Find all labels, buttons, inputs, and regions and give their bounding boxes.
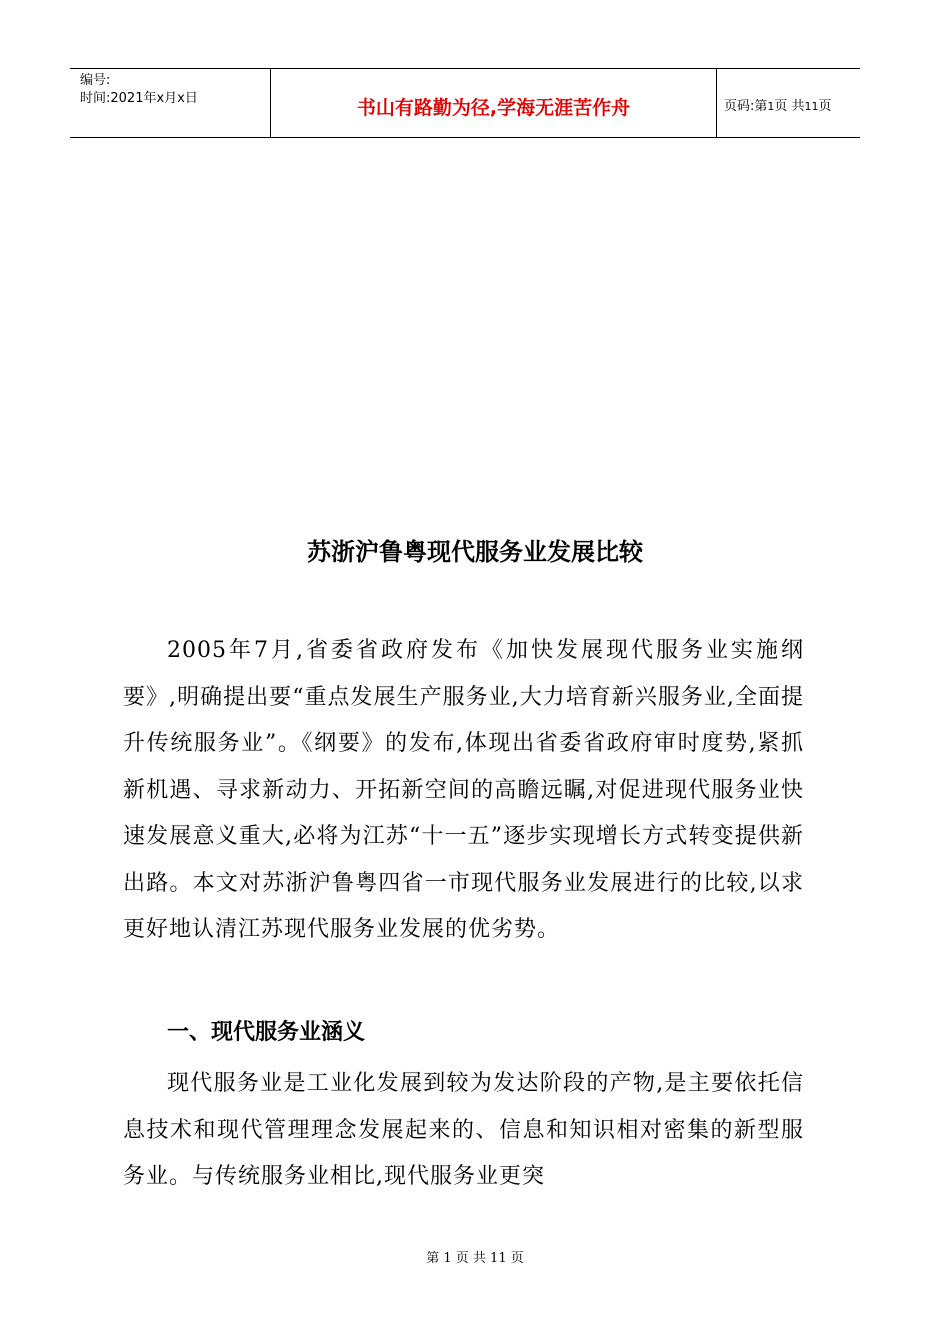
intro-paragraph: 2005年7月,省委省政府发布《加快发展现代服务业实施纲要》,明确提出要“重点发展生产服务业,大力培育新兴服务业,全面提升传统服务业”。《纲要》的发布,体现出省委省政府审时度势,紧抓新机遇、寻求新动力、开拓新空间的高瞻远瞩,对促进现代服务业快速发展意义重大,必将为江苏“十一五”逐步实现增长方式转变提供新出路。本文对苏浙沪鲁粤四省一市现代服务业发展进行的比较,以求更好地认清江苏现代服务业发展的优劣势。 (123, 638, 804, 942)
page-mid: 页 共 (774, 99, 805, 114)
date-label: 时间:2021年x月x日 (80, 91, 198, 106)
header-motto: 书山有路勤为径,学海无涯苦作舟 (356, 97, 631, 119)
page-suffix: 页 (818, 99, 832, 114)
page-total: 11 (804, 100, 819, 113)
page-footer: 第 1 页 共 11 页 (426, 1251, 524, 1266)
header-motto-cell (270, 69, 717, 137)
header-meta-cell (70, 69, 270, 137)
page-header (70, 68, 860, 138)
header-page-info (724, 95, 832, 114)
header-page-cell (716, 69, 860, 137)
page-current: 1 (767, 100, 775, 113)
section-heading: 一、现代服务业涵义 (167, 1020, 366, 1045)
page-prefix: 页码:第 (724, 99, 768, 114)
body-paragraph: 现代服务业是工业化发展到较为发达阶段的产物,是主要依托信息技术和现代管理理念发展起来的、信息和知识相对密集的新型服务业。与传统服务业相比,现代服务业更突 (123, 1071, 804, 1189)
serial-number-label: 编号: (80, 73, 111, 88)
document-title: 苏浙沪鲁粤现代服务业发展比较 (307, 538, 643, 566)
